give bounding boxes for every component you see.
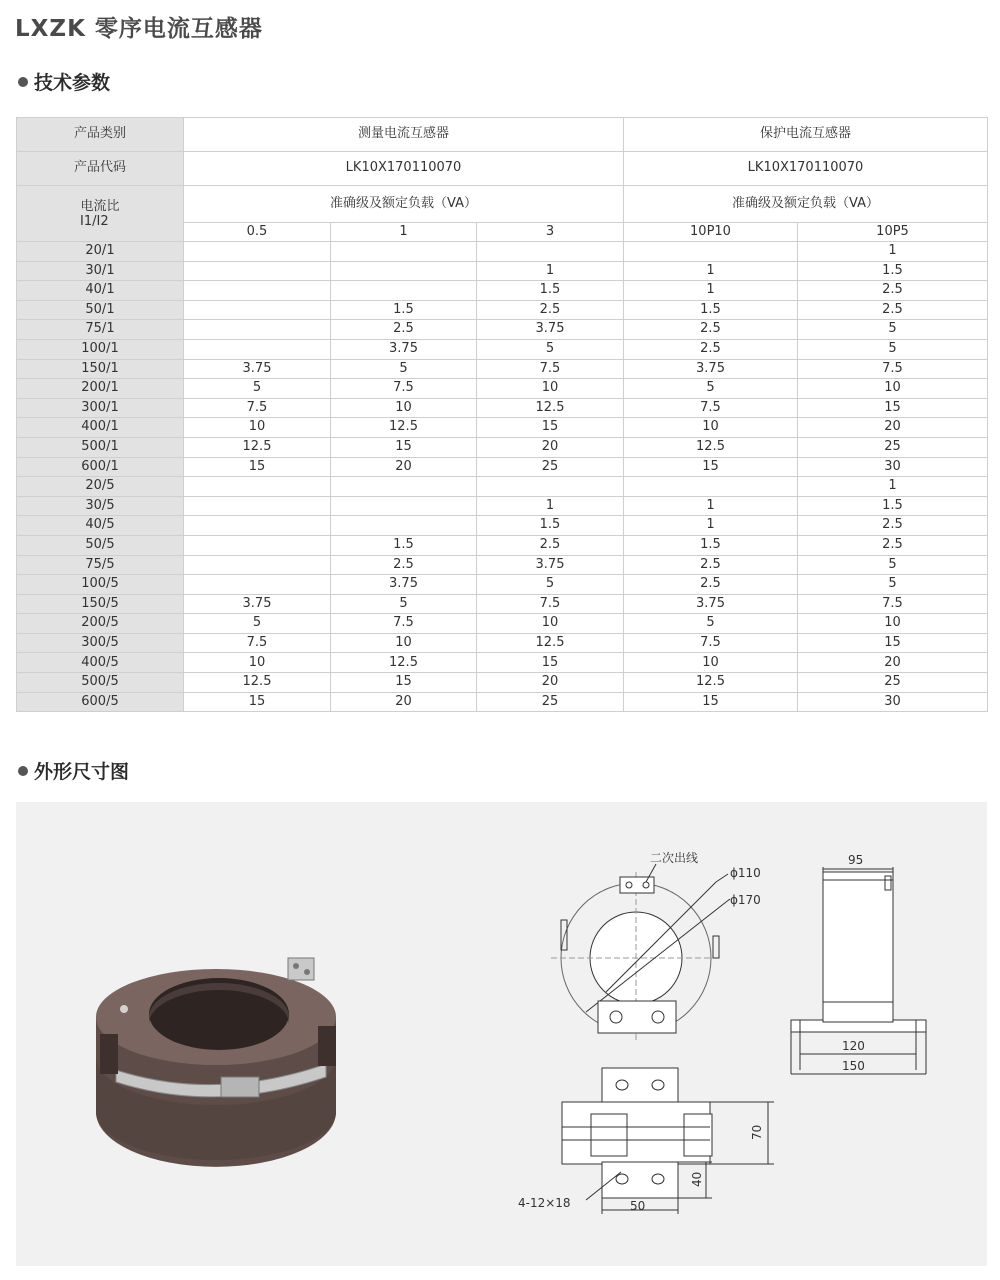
value-cell — [184, 242, 331, 262]
table-row — [17, 555, 988, 575]
value-cell: 7.5 — [184, 633, 331, 653]
value-cell: 2.5 — [624, 555, 798, 575]
value-cell: 10 — [624, 418, 798, 438]
value-cell: 1.5 — [477, 281, 624, 301]
value-cell: 5 — [798, 555, 988, 575]
ratio-cell: 600/1 — [17, 457, 184, 477]
value-cell: 3.75 — [624, 594, 798, 614]
value-cell: 15 — [184, 457, 331, 477]
ratio-cell: 500/1 — [17, 437, 184, 457]
value-cell: 7.5 — [624, 633, 798, 653]
bullet-icon — [18, 77, 28, 87]
value-cell: 1.5 — [624, 535, 798, 555]
value-cell: 30 — [798, 692, 988, 712]
value-cell: 12.5 — [624, 437, 798, 457]
value-cell: 15 — [624, 457, 798, 477]
ratio-cell: 200/1 — [17, 379, 184, 399]
ratio-cell: 20/5 — [17, 477, 184, 497]
value-cell — [184, 281, 331, 301]
value-cell: 12.5 — [184, 673, 331, 693]
table-row — [17, 673, 988, 693]
value-cell — [184, 300, 331, 320]
value-cell: 1.5 — [331, 300, 477, 320]
value-cell: 7.5 — [331, 379, 477, 399]
table-row — [17, 261, 988, 281]
table-row — [17, 477, 988, 497]
table-row-category — [17, 118, 988, 152]
class-col: 3 — [477, 223, 624, 242]
value-cell: 10 — [331, 398, 477, 418]
page-title: LXZK 零序电流互感器 — [15, 16, 263, 42]
value-cell: 15 — [798, 398, 988, 418]
table-row — [17, 594, 988, 614]
value-cell: 2.5 — [477, 300, 624, 320]
value-cell: 2.5 — [624, 339, 798, 359]
value-cell: 12.5 — [624, 673, 798, 693]
value-cell — [477, 242, 624, 262]
value-cell: 5 — [184, 614, 331, 634]
value-cell: 10 — [798, 614, 988, 634]
value-cell: 7.5 — [624, 398, 798, 418]
value-cell: 10 — [798, 379, 988, 399]
class-col: 1 — [331, 223, 477, 242]
table-row — [17, 614, 988, 634]
value-cell: 2.5 — [331, 320, 477, 340]
section-outline-dimensions — [18, 757, 129, 784]
table-row — [17, 496, 988, 516]
ratio-cell: 30/1 — [17, 261, 184, 281]
value-cell: 5 — [624, 614, 798, 634]
value-cell — [184, 339, 331, 359]
table-row — [17, 457, 988, 477]
value-cell: 20 — [798, 653, 988, 673]
value-cell: 5 — [184, 379, 331, 399]
value-cell: 10 — [331, 633, 477, 653]
section-outline-label: 外形尺寸图 — [34, 761, 130, 783]
ratio-cell: 150/1 — [17, 359, 184, 379]
value-cell: 15 — [331, 437, 477, 457]
value-cell: 20 — [798, 418, 988, 438]
value-cell: 25 — [798, 673, 988, 693]
product-photo — [96, 958, 336, 1167]
value-cell: 3.75 — [184, 594, 331, 614]
row-label-category: 产品类别 — [17, 118, 184, 152]
value-cell: 5 — [331, 359, 477, 379]
value-cell: 3.75 — [477, 320, 624, 340]
value-cell: 10 — [477, 379, 624, 399]
table-row — [17, 437, 988, 457]
value-cell — [624, 242, 798, 262]
value-cell — [184, 535, 331, 555]
value-cell: 3.75 — [331, 575, 477, 595]
ratio-cell: 30/5 — [17, 496, 184, 516]
value-cell: 10 — [184, 418, 331, 438]
value-cell: 7.5 — [477, 359, 624, 379]
table-row — [17, 633, 988, 653]
section-tech-params — [18, 68, 110, 95]
value-cell: 15 — [477, 418, 624, 438]
value-cell: 1.5 — [477, 516, 624, 536]
diameter-170-label: ϕ170 — [730, 893, 761, 907]
table-row — [17, 653, 988, 673]
table-row — [17, 379, 988, 399]
table-row — [17, 398, 988, 418]
ratio-cell: 400/5 — [17, 653, 184, 673]
measure-accuracy-header: 准确级及额定负载（VA） — [184, 186, 624, 223]
width-95-label: 95 — [848, 853, 864, 867]
table-row — [17, 535, 988, 555]
class-col: 0.5 — [184, 223, 331, 242]
value-cell: 1 — [624, 516, 798, 536]
ratio-cell: 50/5 — [17, 535, 184, 555]
ratio-cell: 150/5 — [17, 594, 184, 614]
value-cell — [477, 477, 624, 497]
front-view — [551, 864, 730, 1042]
value-cell: 1 — [798, 242, 988, 262]
protect-accuracy-header: 准确级及额定负载（VA） — [624, 186, 988, 223]
value-cell: 1.5 — [798, 496, 988, 516]
protect-code: LK10X170110070 — [624, 152, 988, 186]
value-cell: 25 — [477, 692, 624, 712]
value-cell: 15 — [331, 673, 477, 693]
value-cell: 1 — [477, 496, 624, 516]
value-cell: 5 — [477, 339, 624, 359]
value-cell: 15 — [624, 692, 798, 712]
holes-label: 4-12×18 — [518, 1196, 571, 1210]
value-cell: 12.5 — [477, 398, 624, 418]
width-50-label: 50 — [630, 1199, 646, 1213]
value-cell: 1 — [798, 477, 988, 497]
value-cell: 15 — [477, 653, 624, 673]
value-cell: 15 — [184, 692, 331, 712]
value-cell — [184, 477, 331, 497]
value-cell: 2.5 — [798, 300, 988, 320]
ratio-cell: 100/5 — [17, 575, 184, 595]
value-cell: 25 — [798, 437, 988, 457]
value-cell: 1 — [624, 261, 798, 281]
ratio-cell: 75/1 — [17, 320, 184, 340]
value-cell: 7.5 — [798, 359, 988, 379]
value-cell: 2.5 — [624, 320, 798, 340]
value-cell: 2.5 — [798, 281, 988, 301]
ratio-sub-label: I1/I2 — [80, 213, 109, 229]
value-cell: 5 — [798, 320, 988, 340]
value-cell: 2.5 — [331, 555, 477, 575]
value-cell: 5 — [477, 575, 624, 595]
table-row — [17, 242, 988, 262]
value-cell: 1.5 — [798, 261, 988, 281]
value-cell: 12.5 — [477, 633, 624, 653]
value-cell — [331, 242, 477, 262]
value-cell — [184, 320, 331, 340]
protect-category: 保护电流互感器 — [624, 118, 988, 152]
ratio-cell: 50/1 — [17, 300, 184, 320]
ratio-cell: 600/5 — [17, 692, 184, 712]
value-cell: 20 — [331, 692, 477, 712]
ratio-cell: 400/1 — [17, 418, 184, 438]
ratio-cell: 500/5 — [17, 673, 184, 693]
table-row-code — [17, 152, 988, 186]
value-cell: 30 — [798, 457, 988, 477]
value-cell: 5 — [798, 339, 988, 359]
value-cell: 7.5 — [184, 398, 331, 418]
top-view — [562, 1068, 774, 1214]
value-cell — [184, 496, 331, 516]
value-cell — [331, 477, 477, 497]
value-cell: 1.5 — [624, 300, 798, 320]
value-cell: 3.75 — [184, 359, 331, 379]
value-cell: 5 — [331, 594, 477, 614]
value-cell: 7.5 — [798, 594, 988, 614]
ratio-cell: 200/5 — [17, 614, 184, 634]
class-col: 10P5 — [798, 223, 988, 242]
secondary-lead-label: 二次出线 — [650, 851, 699, 865]
ratio-cell: 40/1 — [17, 281, 184, 301]
value-cell: 7.5 — [477, 594, 624, 614]
value-cell: 10 — [477, 614, 624, 634]
row-label-ratio — [17, 186, 184, 242]
table-row — [17, 575, 988, 595]
outline-drawing — [16, 802, 987, 1266]
height-70-label: 70 — [750, 1124, 764, 1140]
ratio-cell: 300/1 — [17, 398, 184, 418]
ratio-cell: 40/5 — [17, 516, 184, 536]
table-row — [17, 418, 988, 438]
value-cell: 5 — [624, 379, 798, 399]
value-cell: 2.5 — [798, 516, 988, 536]
outline-figure — [16, 802, 987, 1266]
value-cell — [331, 281, 477, 301]
value-cell: 5 — [798, 575, 988, 595]
value-cell: 25 — [477, 457, 624, 477]
ratio-cell: 300/5 — [17, 633, 184, 653]
width-120-label: 120 — [842, 1039, 865, 1053]
table-row — [17, 516, 988, 536]
width-150-label: 150 — [842, 1059, 865, 1073]
value-cell: 7.5 — [331, 614, 477, 634]
value-cell: 12.5 — [184, 437, 331, 457]
table-row — [17, 281, 988, 301]
bullet-icon — [18, 766, 28, 776]
value-cell: 15 — [798, 633, 988, 653]
value-cell: 2.5 — [624, 575, 798, 595]
value-cell — [331, 496, 477, 516]
value-cell: 20 — [477, 437, 624, 457]
value-cell: 1 — [477, 261, 624, 281]
value-cell: 3.75 — [331, 339, 477, 359]
value-cell — [184, 261, 331, 281]
table-row — [17, 339, 988, 359]
section-tech-params-label: 技术参数 — [34, 72, 111, 94]
value-cell: 3.75 — [624, 359, 798, 379]
spec-table — [16, 117, 988, 712]
measure-code: LK10X170110070 — [184, 152, 624, 186]
row-label-code: 产品代码 — [17, 152, 184, 186]
value-cell — [331, 261, 477, 281]
value-cell: 20 — [331, 457, 477, 477]
value-cell — [184, 555, 331, 575]
table-row — [17, 320, 988, 340]
value-cell: 2.5 — [477, 535, 624, 555]
height-40-label: 40 — [690, 1171, 704, 1187]
table-row — [17, 359, 988, 379]
table-row — [17, 300, 988, 320]
value-cell — [184, 575, 331, 595]
diameter-110-label: ϕ110 — [730, 866, 761, 880]
value-cell — [624, 477, 798, 497]
measure-category: 测量电流互感器 — [184, 118, 624, 152]
value-cell: 10 — [624, 653, 798, 673]
value-cell: 10 — [184, 653, 331, 673]
class-col: 10P10 — [624, 223, 798, 242]
value-cell: 12.5 — [331, 653, 477, 673]
table-row — [17, 692, 988, 712]
value-cell: 1.5 — [331, 535, 477, 555]
value-cell — [184, 516, 331, 536]
value-cell: 12.5 — [331, 418, 477, 438]
value-cell: 3.75 — [477, 555, 624, 575]
value-cell: 1 — [624, 496, 798, 516]
value-cell — [331, 516, 477, 536]
ratio-cell: 20/1 — [17, 242, 184, 262]
ratio-cell: 100/1 — [17, 339, 184, 359]
table-row-accuracy-header — [17, 186, 988, 223]
ratio-cell: 75/5 — [17, 555, 184, 575]
value-cell: 1 — [624, 281, 798, 301]
value-cell: 20 — [477, 673, 624, 693]
ratio-label: 电流比 — [80, 198, 120, 214]
value-cell: 2.5 — [798, 535, 988, 555]
